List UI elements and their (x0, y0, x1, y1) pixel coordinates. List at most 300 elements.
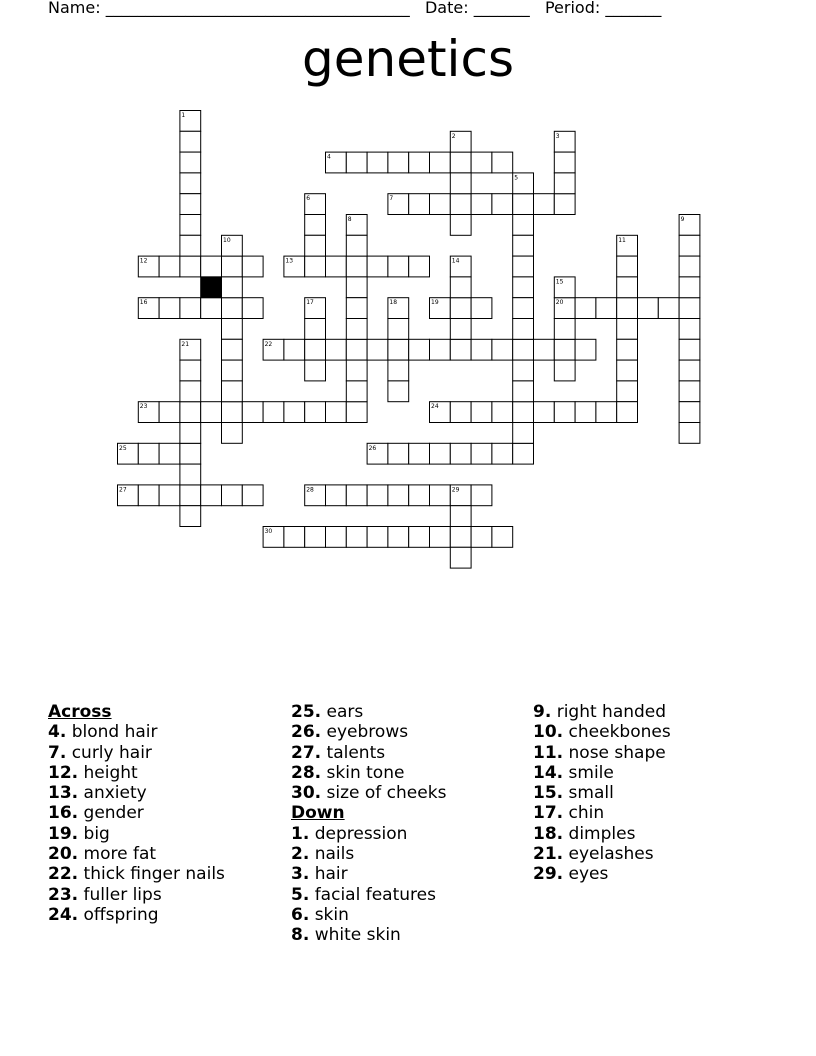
clue-number: 29. (533, 864, 564, 885)
answer-cell[interactable] (409, 152, 430, 173)
answer-cell[interactable] (450, 194, 471, 215)
clue-number: 14. (533, 762, 564, 783)
answer-cell[interactable] (638, 298, 659, 319)
clue-text: nails (309, 844, 355, 865)
clue-text: fuller lips (78, 884, 162, 905)
answer-cell[interactable] (513, 215, 534, 236)
answer-cell[interactable] (617, 402, 638, 423)
answer-cell[interactable] (138, 443, 159, 464)
answer-cell[interactable] (159, 256, 180, 277)
clue-number: 12. (48, 762, 79, 783)
clue-text: white skin (309, 925, 401, 946)
answer-cell[interactable] (492, 402, 513, 423)
clue-number-label: 25 (119, 444, 127, 452)
clue-number-label: 1 (181, 112, 186, 119)
answer-cell[interactable] (554, 339, 575, 360)
clue-text: talents (321, 742, 386, 763)
answer-cell[interactable] (305, 339, 326, 360)
clue-number-label: 3 (555, 132, 560, 140)
answer-cell[interactable] (367, 527, 388, 548)
clue-number-label: 23 (139, 403, 148, 411)
clue-text: thick finger nails (78, 864, 225, 885)
clue-number: 27. (291, 742, 322, 763)
answer-cell[interactable] (471, 527, 492, 548)
clue-item (533, 763, 671, 783)
answer-cell[interactable] (513, 339, 534, 360)
answer-cell[interactable] (617, 381, 638, 402)
answer-cell[interactable] (346, 339, 367, 360)
clue-item (48, 844, 225, 864)
answer-cell[interactable] (367, 152, 388, 173)
clue-number: 15. (533, 783, 564, 804)
answer-cell[interactable] (222, 485, 243, 506)
answer-cell[interactable] (305, 319, 326, 340)
answer-cell[interactable] (409, 485, 430, 506)
clue-item (533, 783, 671, 803)
answer-cell[interactable] (679, 423, 700, 444)
answer-cell[interactable] (679, 298, 700, 319)
answer-cell[interactable] (222, 402, 243, 423)
date-label: Date: (424, 0, 469, 17)
clue-text: depression (309, 823, 408, 844)
answer-cell[interactable] (471, 298, 492, 319)
clue-text: small (563, 783, 614, 804)
clue-item (291, 702, 446, 722)
answer-cell[interactable] (263, 402, 284, 423)
clue-item (291, 783, 446, 803)
answer-cell[interactable] (180, 464, 201, 485)
answer-cell[interactable] (575, 298, 596, 319)
answer-cell[interactable] (180, 152, 201, 173)
answer-cell[interactable] (305, 215, 326, 236)
clue-number-label: 20 (555, 299, 564, 307)
date-blank[interactable]: _______ (473, 0, 530, 17)
clue-number-label: 4 (327, 153, 331, 161)
answer-cell[interactable] (326, 527, 347, 548)
clue-item (291, 763, 446, 783)
answer-cell[interactable] (450, 402, 471, 423)
answer-cell[interactable] (305, 402, 326, 423)
answer-cell[interactable] (554, 402, 575, 423)
answer-cell[interactable] (367, 485, 388, 506)
answer-cell[interactable] (346, 381, 367, 402)
clue-number: 10. (533, 722, 564, 743)
answer-cell[interactable] (159, 298, 180, 319)
answer-cell[interactable] (305, 235, 326, 256)
answer-cell[interactable] (554, 194, 575, 215)
clue-text: hair (309, 864, 348, 885)
answer-cell[interactable] (617, 360, 638, 381)
answer-cell[interactable] (679, 319, 700, 340)
answer-cell[interactable] (513, 235, 534, 256)
clue-number-label: 27 (119, 486, 127, 494)
answer-cell[interactable] (617, 319, 638, 340)
clue-number-label: 22 (264, 340, 273, 348)
answer-cell[interactable] (388, 381, 409, 402)
answer-cell[interactable] (201, 256, 222, 277)
answer-cell[interactable] (450, 173, 471, 194)
clue-number-label: 2 (451, 132, 456, 140)
answer-cell[interactable] (159, 402, 180, 423)
clue-number-label: 29 (451, 486, 460, 494)
answer-cell[interactable] (679, 339, 700, 360)
answer-cell[interactable] (180, 506, 201, 527)
answer-cell[interactable] (617, 339, 638, 360)
answer-cell[interactable] (180, 485, 201, 506)
clue-item (48, 722, 225, 742)
answer-cell[interactable] (222, 381, 243, 402)
answer-cell[interactable] (242, 485, 263, 506)
clue-item (48, 885, 225, 905)
answer-cell[interactable] (180, 173, 201, 194)
answer-cell[interactable] (388, 360, 409, 381)
clue-number-label: 16 (139, 299, 148, 307)
answer-cell[interactable] (575, 402, 596, 423)
answer-cell[interactable] (554, 360, 575, 381)
answer-cell[interactable] (180, 215, 201, 236)
answer-cell[interactable] (513, 194, 534, 215)
clue-item (48, 824, 225, 844)
answer-cell[interactable] (450, 152, 471, 173)
clue-item (48, 803, 225, 823)
answer-cell[interactable] (201, 485, 222, 506)
answer-cell[interactable] (450, 527, 471, 548)
clue-item (291, 864, 446, 884)
clue-item (48, 763, 225, 783)
answer-cell[interactable] (450, 506, 471, 527)
clue-text: height (78, 762, 138, 783)
answer-cell[interactable] (430, 152, 451, 173)
answer-cell[interactable] (430, 339, 451, 360)
clue-number: 3. (291, 864, 310, 885)
clue-number: 26. (291, 722, 322, 743)
blocked-cell (201, 277, 222, 298)
answer-cell[interactable] (430, 443, 451, 464)
clue-number: 1. (291, 823, 310, 844)
name-blank[interactable]: ______________________________________ (105, 0, 410, 17)
clue-number: 19. (48, 823, 79, 844)
answer-cell[interactable] (388, 339, 409, 360)
clue-text: gender (78, 803, 144, 824)
clue-number: 11. (533, 742, 564, 763)
clue-item (291, 925, 446, 945)
answer-cell[interactable] (679, 381, 700, 402)
answer-cell[interactable] (430, 527, 451, 548)
answer-cell[interactable] (305, 527, 326, 548)
name-label: Name: (48, 0, 101, 17)
answer-cell[interactable] (513, 443, 534, 464)
answer-cell[interactable] (388, 527, 409, 548)
answer-cell[interactable] (430, 194, 451, 215)
answer-cell[interactable] (513, 381, 534, 402)
answer-cell[interactable] (513, 423, 534, 444)
answer-cell[interactable] (388, 485, 409, 506)
clue-number-label: 12 (139, 257, 148, 265)
answer-cell[interactable] (679, 277, 700, 298)
answer-cell[interactable] (326, 339, 347, 360)
clue-item (291, 885, 446, 905)
clue-number: 16. (48, 803, 79, 824)
answer-cell[interactable] (450, 277, 471, 298)
answer-cell[interactable] (409, 194, 430, 215)
answer-cell[interactable] (159, 485, 180, 506)
answer-cell[interactable] (679, 256, 700, 277)
clue-number: 25. (291, 702, 322, 722)
answer-cell[interactable] (492, 339, 513, 360)
answer-cell[interactable] (471, 402, 492, 423)
answer-cell[interactable] (492, 194, 513, 215)
answer-cell[interactable] (222, 256, 243, 277)
answer-cell[interactable] (450, 215, 471, 236)
answer-cell[interactable] (471, 152, 492, 173)
answer-cell[interactable] (159, 443, 180, 464)
clue-item (291, 743, 446, 763)
answer-cell[interactable] (222, 277, 243, 298)
answer-cell[interactable] (409, 339, 430, 360)
answer-cell[interactable] (180, 360, 201, 381)
clue-item (48, 864, 225, 884)
clue-column-1 (48, 702, 225, 925)
answer-cell[interactable] (284, 402, 305, 423)
clue-number-label: 24 (431, 403, 439, 411)
answer-cell[interactable] (388, 319, 409, 340)
clue-list (0, 702, 816, 1002)
answer-cell[interactable] (346, 152, 367, 173)
answer-cell[interactable] (513, 360, 534, 381)
answer-cell[interactable] (222, 360, 243, 381)
clue-number: 30. (291, 783, 322, 804)
answer-cell[interactable] (388, 152, 409, 173)
clue-number-label: 5 (514, 174, 519, 182)
clue-text: skin tone (321, 762, 405, 783)
answer-cell[interactable] (180, 423, 201, 444)
clue-number-label: 6 (306, 195, 311, 203)
answer-cell[interactable] (409, 443, 430, 464)
clue-number-label: 13 (285, 257, 294, 265)
answer-cell[interactable] (388, 256, 409, 277)
clue-text: right handed (551, 702, 667, 722)
answer-cell[interactable] (534, 339, 555, 360)
answer-cell[interactable] (346, 485, 367, 506)
answer-cell[interactable] (450, 339, 471, 360)
clue-number: 13. (48, 783, 79, 804)
answer-cell[interactable] (180, 194, 201, 215)
clue-item (533, 803, 671, 823)
clue-item (48, 783, 225, 803)
clue-number: 4. (48, 722, 67, 743)
answer-cell[interactable] (554, 173, 575, 194)
clue-text: skin (309, 904, 349, 925)
answer-cell[interactable] (242, 298, 263, 319)
answer-cell[interactable] (596, 402, 617, 423)
answer-cell[interactable] (409, 256, 430, 277)
clue-number: 6. (291, 904, 310, 925)
puzzle-title: genetics (302, 30, 514, 88)
answer-cell[interactable] (492, 443, 513, 464)
answer-cell[interactable] (242, 402, 263, 423)
answer-cell[interactable] (180, 235, 201, 256)
clue-number: 2. (291, 844, 310, 865)
answer-cell[interactable] (471, 485, 492, 506)
clue-number-label: 15 (555, 278, 564, 286)
answer-cell[interactable] (284, 339, 305, 360)
clue-number-label: 18 (389, 299, 398, 307)
period-blank[interactable]: _______ (605, 0, 662, 17)
clue-number: 18. (533, 823, 564, 844)
clue-text: eyebrows (321, 722, 409, 743)
clue-text: more fat (78, 844, 157, 865)
clue-text: chin (563, 803, 605, 824)
answer-cell[interactable] (596, 298, 617, 319)
answer-cell[interactable] (222, 423, 243, 444)
clue-text: facial features (309, 884, 436, 905)
answer-cell[interactable] (617, 256, 638, 277)
answer-cell[interactable] (409, 527, 430, 548)
answer-cell[interactable] (180, 298, 201, 319)
answer-cell[interactable] (305, 360, 326, 381)
clue-text: offspring (78, 904, 159, 925)
clue-text: dimples (563, 823, 636, 844)
answer-cell[interactable] (180, 381, 201, 402)
answer-cell[interactable] (346, 256, 367, 277)
clue-section-heading: Down (291, 803, 345, 824)
clue-number-label: 28 (306, 486, 314, 494)
answer-cell[interactable] (201, 298, 222, 319)
answer-cell[interactable] (617, 298, 638, 319)
answer-cell[interactable] (658, 298, 679, 319)
answer-cell[interactable] (180, 256, 201, 277)
answer-cell[interactable] (450, 547, 471, 568)
clue-number: 20. (48, 844, 79, 865)
answer-cell[interactable] (575, 339, 596, 360)
answer-cell[interactable] (326, 485, 347, 506)
answer-cell[interactable] (367, 256, 388, 277)
clue-number-label: 7 (389, 195, 394, 203)
answer-cell[interactable] (346, 527, 367, 548)
answer-cell[interactable] (471, 443, 492, 464)
answer-cell[interactable] (471, 339, 492, 360)
clue-text: blond hair (66, 722, 158, 743)
answer-cell[interactable] (513, 402, 534, 423)
answer-cell[interactable] (180, 131, 201, 152)
answer-cell[interactable] (284, 527, 305, 548)
answer-cell[interactable] (471, 194, 492, 215)
clue-number-label: 17 (306, 299, 314, 307)
student-info-header (48, 0, 661, 17)
clue-number: 21. (533, 844, 564, 865)
answer-cell[interactable] (346, 402, 367, 423)
clue-number-label: 21 (181, 340, 190, 348)
answer-cell[interactable] (450, 298, 471, 319)
clue-number-label: 26 (368, 444, 377, 452)
answer-cell[interactable] (222, 339, 243, 360)
answer-cell[interactable] (222, 319, 243, 340)
answer-cell[interactable] (326, 402, 347, 423)
clue-text: anxiety (78, 783, 147, 804)
answer-cell[interactable] (138, 485, 159, 506)
clue-item (291, 844, 446, 864)
clue-text: smile (563, 762, 614, 783)
answer-cell[interactable] (388, 443, 409, 464)
clue-text: curly hair (66, 742, 152, 763)
clue-number: 5. (291, 884, 310, 905)
clue-number: 23. (48, 884, 79, 905)
crossword-grid (117, 110, 699, 568)
answer-cell[interactable] (346, 360, 367, 381)
clue-text: eyes (563, 864, 609, 885)
clue-number: 8. (291, 925, 310, 946)
answer-cell[interactable] (450, 443, 471, 464)
clue-text: ears (321, 702, 364, 722)
clue-number-label: 14 (451, 257, 460, 265)
clue-number-label: 8 (347, 216, 352, 223)
answer-cell[interactable] (679, 360, 700, 381)
clue-item (533, 722, 671, 742)
clue-item (533, 743, 671, 763)
answer-cell[interactable] (305, 256, 326, 277)
answer-cell[interactable] (242, 256, 263, 277)
answer-cell[interactable] (513, 256, 534, 277)
answer-cell[interactable] (534, 194, 555, 215)
clue-item (533, 844, 671, 864)
answer-cell[interactable] (326, 256, 347, 277)
clue-item (48, 743, 225, 763)
clue-item (291, 722, 446, 742)
clue-number: 28. (291, 762, 322, 783)
clue-number: 7. (48, 742, 67, 763)
answer-cell[interactable] (346, 235, 367, 256)
clue-column-2 (291, 702, 446, 946)
clue-number-label: 9 (680, 216, 685, 223)
answer-cell[interactable] (554, 152, 575, 173)
answer-cell[interactable] (554, 319, 575, 340)
clue-text: size of cheeks (321, 783, 447, 804)
answer-cell[interactable] (513, 319, 534, 340)
clue-text: eyelashes (563, 844, 654, 865)
answer-cell[interactable] (180, 443, 201, 464)
answer-cell[interactable] (367, 339, 388, 360)
clue-item (533, 702, 671, 722)
answer-cell[interactable] (346, 277, 367, 298)
answer-cell[interactable] (617, 277, 638, 298)
answer-cell[interactable] (222, 298, 243, 319)
clue-item (291, 905, 446, 925)
clue-item (291, 824, 446, 844)
answer-cell[interactable] (346, 319, 367, 340)
clue-section-heading: Across (48, 702, 112, 722)
answer-cell[interactable] (492, 152, 513, 173)
answer-cell[interactable] (346, 298, 367, 319)
clue-number-label: 10 (223, 236, 231, 244)
clue-item (533, 824, 671, 844)
answer-cell[interactable] (679, 235, 700, 256)
answer-cell[interactable] (180, 402, 201, 423)
clue-text: nose shape (563, 742, 666, 763)
clue-item (533, 864, 671, 884)
answer-cell[interactable] (450, 319, 471, 340)
answer-cell[interactable] (430, 485, 451, 506)
clue-number: 17. (533, 803, 564, 824)
answer-cell[interactable] (513, 298, 534, 319)
answer-cell[interactable] (534, 402, 555, 423)
answer-cell[interactable] (513, 277, 534, 298)
answer-cell[interactable] (492, 527, 513, 548)
clue-text: cheekbones (563, 722, 671, 743)
answer-cell[interactable] (201, 402, 222, 423)
clue-number: 24. (48, 904, 79, 925)
clue-number-label: 30 (264, 528, 273, 535)
answer-cell[interactable] (679, 402, 700, 423)
